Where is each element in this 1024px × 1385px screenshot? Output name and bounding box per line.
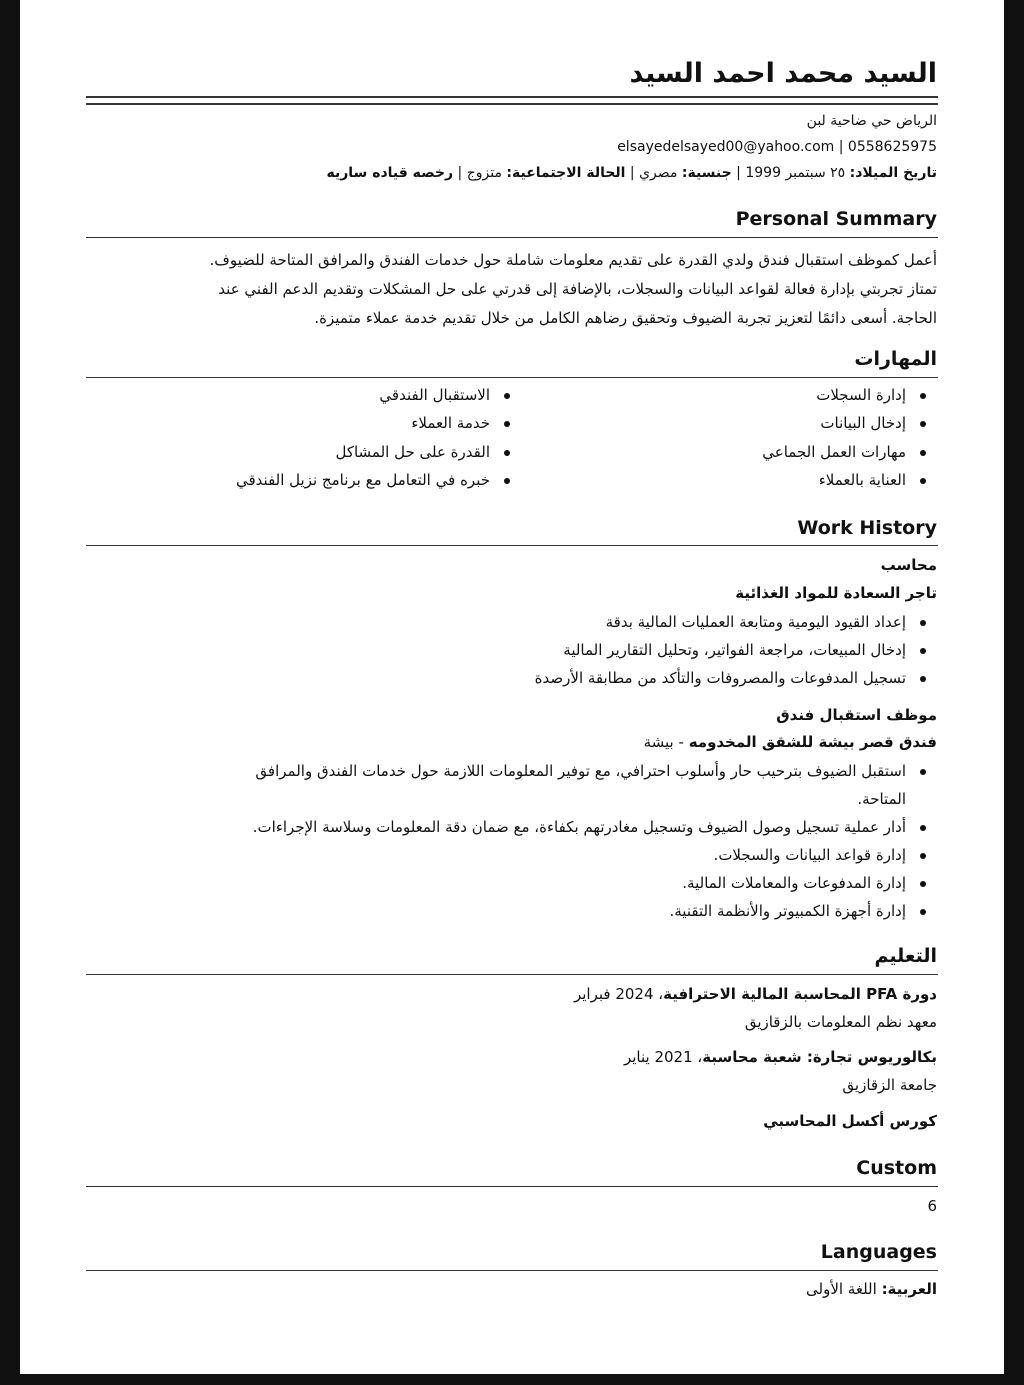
education-degree: بكالوريوس تجارة: شعبة محاسبة: [702, 1048, 937, 1066]
skill-item: العناية بالعملاء: [819, 471, 926, 489]
job-role: موظف استقبال فندق: [776, 706, 937, 724]
education-school: معهد نظم المعلومات بالزقازيق: [744, 1013, 937, 1031]
duty-item: إعداد القيود اليومية ومتابعة العمليات المالية بدقة: [606, 613, 926, 631]
job-location: - بيشة: [643, 733, 689, 751]
job-company: تاجر السعادة للمواد الغذائية: [735, 584, 937, 602]
work-divider: [86, 545, 938, 546]
duty-item: إدارة قواعد البيانات والسجلات.: [714, 846, 926, 864]
language-name: العربية:: [881, 1280, 937, 1298]
education-date: ، 2021 يناير: [623, 1048, 703, 1066]
bullet-icon: [920, 853, 926, 859]
duty-item: إدارة المدفوعات والمعاملات المالية.: [682, 874, 926, 892]
bullet-icon: [920, 909, 926, 915]
education-item: [624, 1048, 937, 1066]
language-level: اللغة الأولى: [806, 1280, 882, 1298]
birth-value: ٢٥ سبتمبر 1999 |: [731, 165, 850, 181]
nationality-value: مصري |: [625, 165, 682, 181]
education-divider: [86, 974, 938, 975]
skill-item: القدرة على حل المشاكل: [335, 443, 510, 461]
bullet-icon: [504, 450, 510, 456]
resume-page: [20, 0, 1004, 1374]
education-date: ، 2024 فبراير: [573, 985, 664, 1003]
duty-item: إدخال المبيعات، مراجعة الفواتير، وتحليل التقارير المالية: [563, 641, 926, 659]
duty-item: أدار عملية تسجيل وصول الضيوف وتسجيل مغادرتهم بكفاءة، مع ضمان دقة المعلومات وسلاسة الإجراءات.: [253, 818, 926, 836]
bullet-icon: [920, 450, 926, 456]
job-role: محاسب: [880, 556, 937, 574]
skills-divider: [86, 377, 938, 378]
bullet-icon: [920, 620, 926, 626]
bullet-icon: [920, 825, 926, 831]
skill-item: خبره في التعامل مع برنامج نزيل الفندقي: [236, 471, 510, 489]
skill-item: إدارة السجلات: [816, 386, 926, 404]
duty-item-continuation: المتاحة.: [857, 790, 906, 808]
languages-divider: [86, 1270, 938, 1271]
duty-item: تسجيل المدفوعات والمصروفات والتأكد من مطابقة الأرصدة: [535, 669, 926, 687]
bullet-icon: [920, 881, 926, 887]
job-company-line: [644, 733, 937, 751]
job-company: فندق قصر بيشة للشقق المخدومه: [688, 733, 937, 751]
summary-line: أعمل كموظف استقبال فندق ولدي القدرة على تقديم معلومات شاملة حول خدمات الفندق والمرافق المتاحة للضيوف.: [209, 251, 937, 269]
personal-details: [326, 165, 937, 181]
bullet-icon: [920, 421, 926, 427]
contact-info: elsayedelsayed00@yahoo.com | 0558625975: [617, 139, 937, 155]
bullet-icon: [920, 393, 926, 399]
custom-value: 6: [927, 1197, 937, 1215]
bullet-icon: [504, 421, 510, 427]
custom-divider: [86, 1186, 938, 1187]
duty-item: إدارة أجهزة الكمبيوتر والأنظمة التقنية.: [670, 902, 927, 920]
education-item: [574, 985, 937, 1003]
summary-title: Personal Summary: [735, 208, 937, 230]
skill-item: الاستقبال الفندقي: [379, 386, 510, 404]
name-divider: [86, 96, 938, 105]
summary-line: تمتاز تجربتي بإدارة فعالة لقواعد البيانات والسجلات، بالإضافة إلى قدرتي على حل المشكلات وتقديم الدعم الفني عند: [218, 280, 937, 298]
work-title: Work History: [797, 517, 937, 539]
education-title: التعليم: [874, 945, 937, 967]
bullet-icon: [504, 393, 510, 399]
bullet-icon: [920, 676, 926, 682]
birth-label: تاريخ الميلاد:: [849, 165, 937, 181]
skill-item: خدمة العملاء: [411, 414, 510, 432]
skill-item: إدخال البيانات: [820, 414, 926, 432]
education-degree: دورة PFA المحاسبة المالية الاحترافية: [663, 985, 937, 1003]
skills-title: المهارات: [854, 348, 937, 370]
summary-line: الحاجة. أسعى دائمًا لتعزيز تجربة الضيوف وتحقيق رضاهم الكامل من خلال تقديم خدمة عملاء متميزة.: [314, 309, 937, 327]
bullet-icon: [920, 769, 926, 775]
marital-label: الحالة الاجتماعية:: [506, 165, 626, 181]
language-item: [806, 1280, 937, 1298]
bullet-icon: [504, 478, 510, 484]
candidate-name: السيد محمد احمد السيد: [629, 58, 937, 89]
summary-divider: [86, 237, 938, 238]
bullet-icon: [920, 478, 926, 484]
duty-item: استقبل الضيوف بترحيب حار وأسلوب احترافي، مع توفير المعلومات اللازمة حول خدمات الفندق والمرافق: [255, 762, 926, 780]
skill-item: مهارات العمل الجماعي: [762, 443, 926, 461]
education-degree: كورس أكسل المحاسبي: [763, 1112, 937, 1130]
marital-value: متزوج |: [453, 165, 507, 181]
custom-title: Custom: [856, 1157, 937, 1179]
languages-title: Languages: [820, 1241, 937, 1263]
nationality-label: جنسية:: [681, 165, 732, 181]
address: الرياض حي ضاحية لبن: [806, 113, 937, 129]
bullet-icon: [920, 648, 926, 654]
education-school: جامعة الزقازيق: [842, 1076, 937, 1094]
license: رخصه قياده ساريه: [326, 165, 454, 181]
